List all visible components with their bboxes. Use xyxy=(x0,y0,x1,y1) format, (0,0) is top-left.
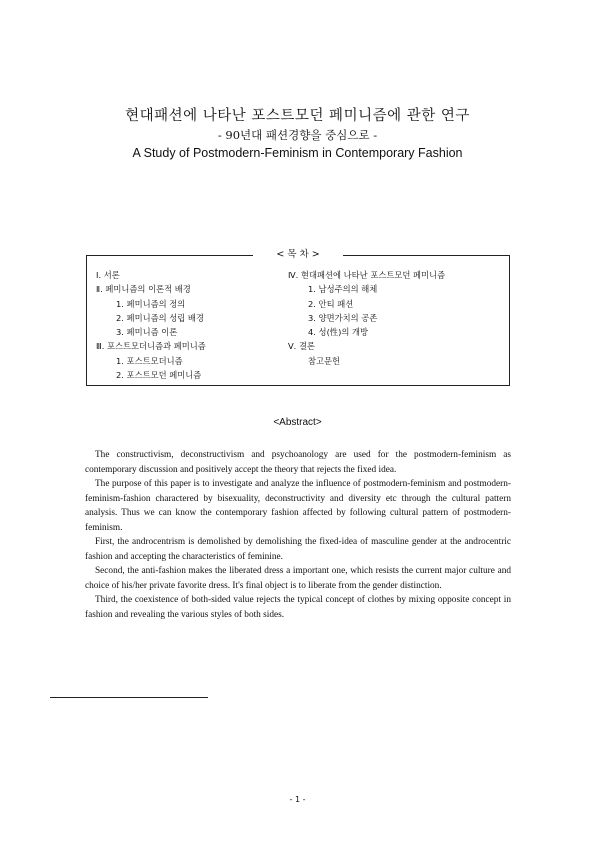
toc-item: 3. 양면가치의 공존 xyxy=(308,312,378,323)
toc-item: 2. 포스트모던 페미니즘 xyxy=(116,370,202,381)
page-number: - 1 - xyxy=(289,795,306,804)
toc-item: 참고문헌 xyxy=(308,355,341,366)
toc-item: Ⅲ. 포스트모더니즘과 페미니즘 xyxy=(96,341,206,352)
toc-item: 2. 페미니즘의 성립 배경 xyxy=(116,312,204,323)
abstract-paragraph: First, the androcentrism is demolished by demolishing the fixed-idea of masculine gender at the androcentric fashion and accepting the characteristics of feminine. xyxy=(85,537,511,562)
toc-left-column xyxy=(96,268,296,382)
toc-item: 1. 포스트모더니즘 xyxy=(116,355,183,366)
toc-item: 1. 페미니즘의 정의 xyxy=(116,298,186,309)
abstract-paragraph: The constructivism, deconstructivism and psychoanology are used for the postmodern-feminism as contemporary discussion and positively accept the theory that rejects the fixed idea. xyxy=(85,450,511,475)
abstract-body xyxy=(85,448,511,622)
korean-subtitle: - 90년대 패션경향을 중심으로 - xyxy=(217,128,378,142)
abstract-heading: <Abstract> xyxy=(273,417,322,428)
toc-heading: < 목 차 > xyxy=(253,248,343,262)
toc-item: Ⅴ. 결론 xyxy=(288,341,315,352)
toc-item: Ⅱ. 페미니즘의 이론적 배경 xyxy=(96,284,191,295)
toc-item: Ⅰ. 서론 xyxy=(96,270,120,280)
abstract-paragraph: Second, the anti-fashion makes the liberated dress a important one, which resists the current major culture and choice of his/her private favorite dress. It's final object is to liberate from the gender distinction. xyxy=(85,566,511,591)
toc-item: 3. 페미니즘 이론 xyxy=(116,327,178,338)
english-title: A Study of Postmodern-Feminism in Contemporary Fashion xyxy=(132,146,463,160)
abstract-paragraph: The purpose of this paper is to investigate and analyze the influence of postmodern-feminism and postmodern-feminism-fashion charactered by bisexuality, deconstructivity and diversity etc through the cultural pattern analysis. Thus we can know the contemporary fashion affected by following cultural pattern of postmodern-feminism. xyxy=(85,479,511,533)
toc-item: Ⅳ. 현대패션에 나타난 포스트모던 페미니즘 xyxy=(288,270,446,280)
footnote-divider xyxy=(50,697,208,698)
toc-right-column xyxy=(288,268,503,368)
toc-item: 4. 성(性)의 개방 xyxy=(308,327,369,338)
korean-title: 현대패션에 나타난 포스트모던 페미니즘에 관한 연구 xyxy=(125,108,470,124)
abstract-paragraph: Third, the coexistence of both-sided value rejects the typical concept of clothes by mixing opposite concept in fashion and revealing the various styles of both sides. xyxy=(85,595,511,620)
toc-item: 2. 안티 패션 xyxy=(308,298,354,309)
toc-item: 1. 남성주의의 해체 xyxy=(308,284,378,295)
